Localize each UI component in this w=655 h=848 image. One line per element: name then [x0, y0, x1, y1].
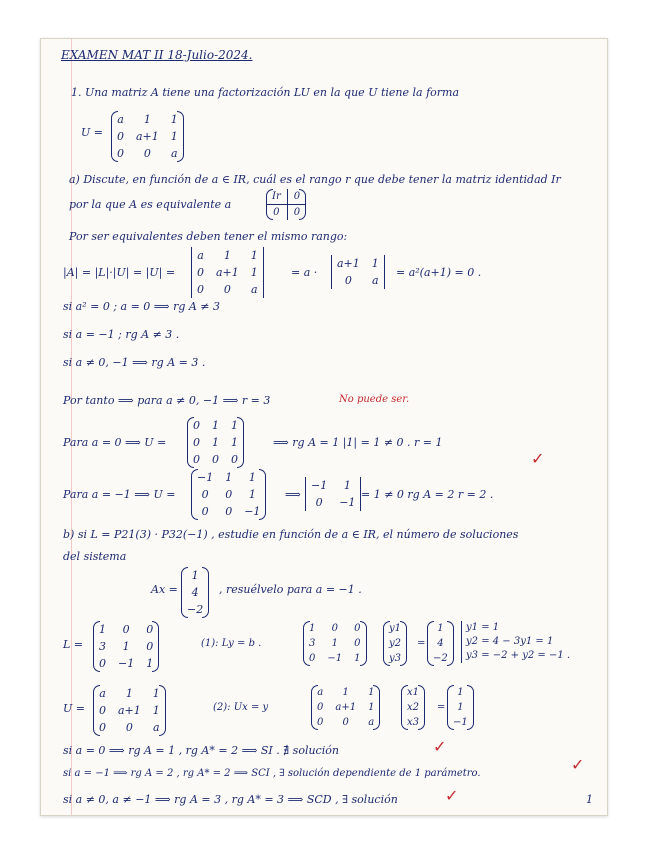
step1-l-matrix: 1 0 0 3 1 0 0 −1 1: [303, 621, 367, 666]
ax-tail: , resuélvelo para a = −1 .: [219, 583, 362, 596]
check-mark-icon: ✓: [445, 786, 459, 805]
det-line: |A| = |L|·|U| = |U| =: [63, 266, 176, 279]
sub-case-a-minus1: Para a = −1 ⟹ U =: [63, 488, 176, 501]
x-vector: x1 x2 x3: [401, 685, 425, 730]
block-matrix: Ir 0 0 0: [266, 189, 306, 220]
equals-sign-2: =: [437, 702, 446, 713]
u-matrix: [111, 111, 184, 162]
u-matrix-table: a 1 1 0 a+1 1 0 0 a: [117, 113, 178, 160]
margin-line: [71, 39, 72, 815]
y-vector: y1 y2 y3: [383, 621, 407, 666]
exam-title: EXAMEN MAT II 18-Julio-2024.: [61, 48, 253, 62]
l-label: L =: [63, 638, 84, 651]
step2-label: (2): Ux = y: [213, 702, 269, 713]
det-minor: a+1 1 0 a: [331, 255, 385, 289]
implies-arrow: ⟹: [285, 488, 301, 501]
part-a-line3: Por ser equivalentes deben tener el mismo rango:: [69, 230, 348, 243]
problem-statement: 1. Una matriz A tiene una factorización LU en la que U tiene la forma: [71, 86, 460, 99]
x-rhs: 1 1 −1: [447, 685, 474, 730]
equals-sign: =: [417, 638, 426, 649]
sub1-matrix: 0 1 1 0 1 1 0 0 0: [187, 417, 244, 468]
case-2: si a = −1 ; rg A ≠ 3 .: [63, 328, 180, 341]
check-mark-icon: ✓: [433, 737, 447, 756]
case-1: si a² = 0 ; a = 0 ⟹ rg A ≠ 3: [63, 300, 221, 313]
u-matrix-b: a 1 1 0 a+1 1 0 0 a: [93, 685, 166, 736]
u-label: U =: [81, 126, 103, 139]
l-matrix: 1 0 0 3 1 0 0 −1 1: [93, 621, 159, 672]
part-a-line2: por la que A es equivalente a: [69, 198, 232, 211]
sub1-result: ⟹ rg A = 1 |1| = 1 ≠ 0 . r = 1: [273, 436, 443, 449]
result-a-minus1: si a = −1 ⟹ rg A = 2 , rg A* = 2 ⟹ SCI , ∃ solución dependiente de 1 parámetro.: [63, 768, 481, 779]
conclusion-note: No puede ser.: [339, 394, 410, 405]
det-end: = a²(a+1) = 0 .: [396, 266, 482, 279]
page-number: 1: [586, 793, 593, 806]
conclusion: Por tanto ⟹ para a ≠ 0, −1 ⟹ r = 3: [63, 394, 271, 407]
part-b-line1: b) si L = P21(3) · P32(−1) , estudie en función de a ∈ IR, el número de soluciones: [63, 528, 519, 541]
sub2-minor: −1 1 0 −1: [305, 477, 361, 511]
step2-u-matrix: a 1 1 0 a+1 1 0 0 a: [311, 685, 380, 730]
result-a0: si a = 0 ⟹ rg A = 1 , rg A* = 2 ⟹ SI . ∄ solución: [63, 744, 339, 757]
y-solution: y1 = 1 y2 = 4 − 3y1 = 1 y3 = −2 + y2 = −1 .: [461, 621, 570, 663]
step1-label: (1): Ly = b .: [201, 638, 262, 649]
det-u-matrix: a 1 1 0 a+1 1 0 0 a: [191, 247, 264, 298]
sub-case-a0: Para a = 0 ⟹ U =: [63, 436, 167, 449]
det-tail: = a ·: [291, 266, 318, 279]
result-general: si a ≠ 0, a ≠ −1 ⟹ rg A = 3 , rg A* = 3 ⟹ SCD , ∃ solución: [63, 793, 398, 806]
part-b-line2: del sistema: [63, 550, 127, 563]
y-rhs: 1 4 −2: [427, 621, 454, 666]
exam-sheet: [40, 38, 608, 816]
rhs-vector: 1 4 −2: [181, 567, 209, 618]
check-mark-icon: ✓: [571, 755, 585, 774]
case-3: si a ≠ 0, −1 ⟹ rg A = 3 .: [63, 356, 206, 369]
ax-label: Ax =: [151, 583, 178, 596]
u-label-b: U =: [63, 702, 85, 715]
part-a-line1: a) Discute, en función de a ∈ IR, cuál es el rango r que debe tener la matriz identidad Ir: [69, 173, 561, 186]
check-mark-icon: ✓: [531, 449, 545, 468]
sub2-result: = 1 ≠ 0 rg A = 2 r = 2 .: [361, 488, 494, 501]
sub2-matrix: −1 1 1 0 0 1 0 0 −1: [191, 469, 266, 520]
